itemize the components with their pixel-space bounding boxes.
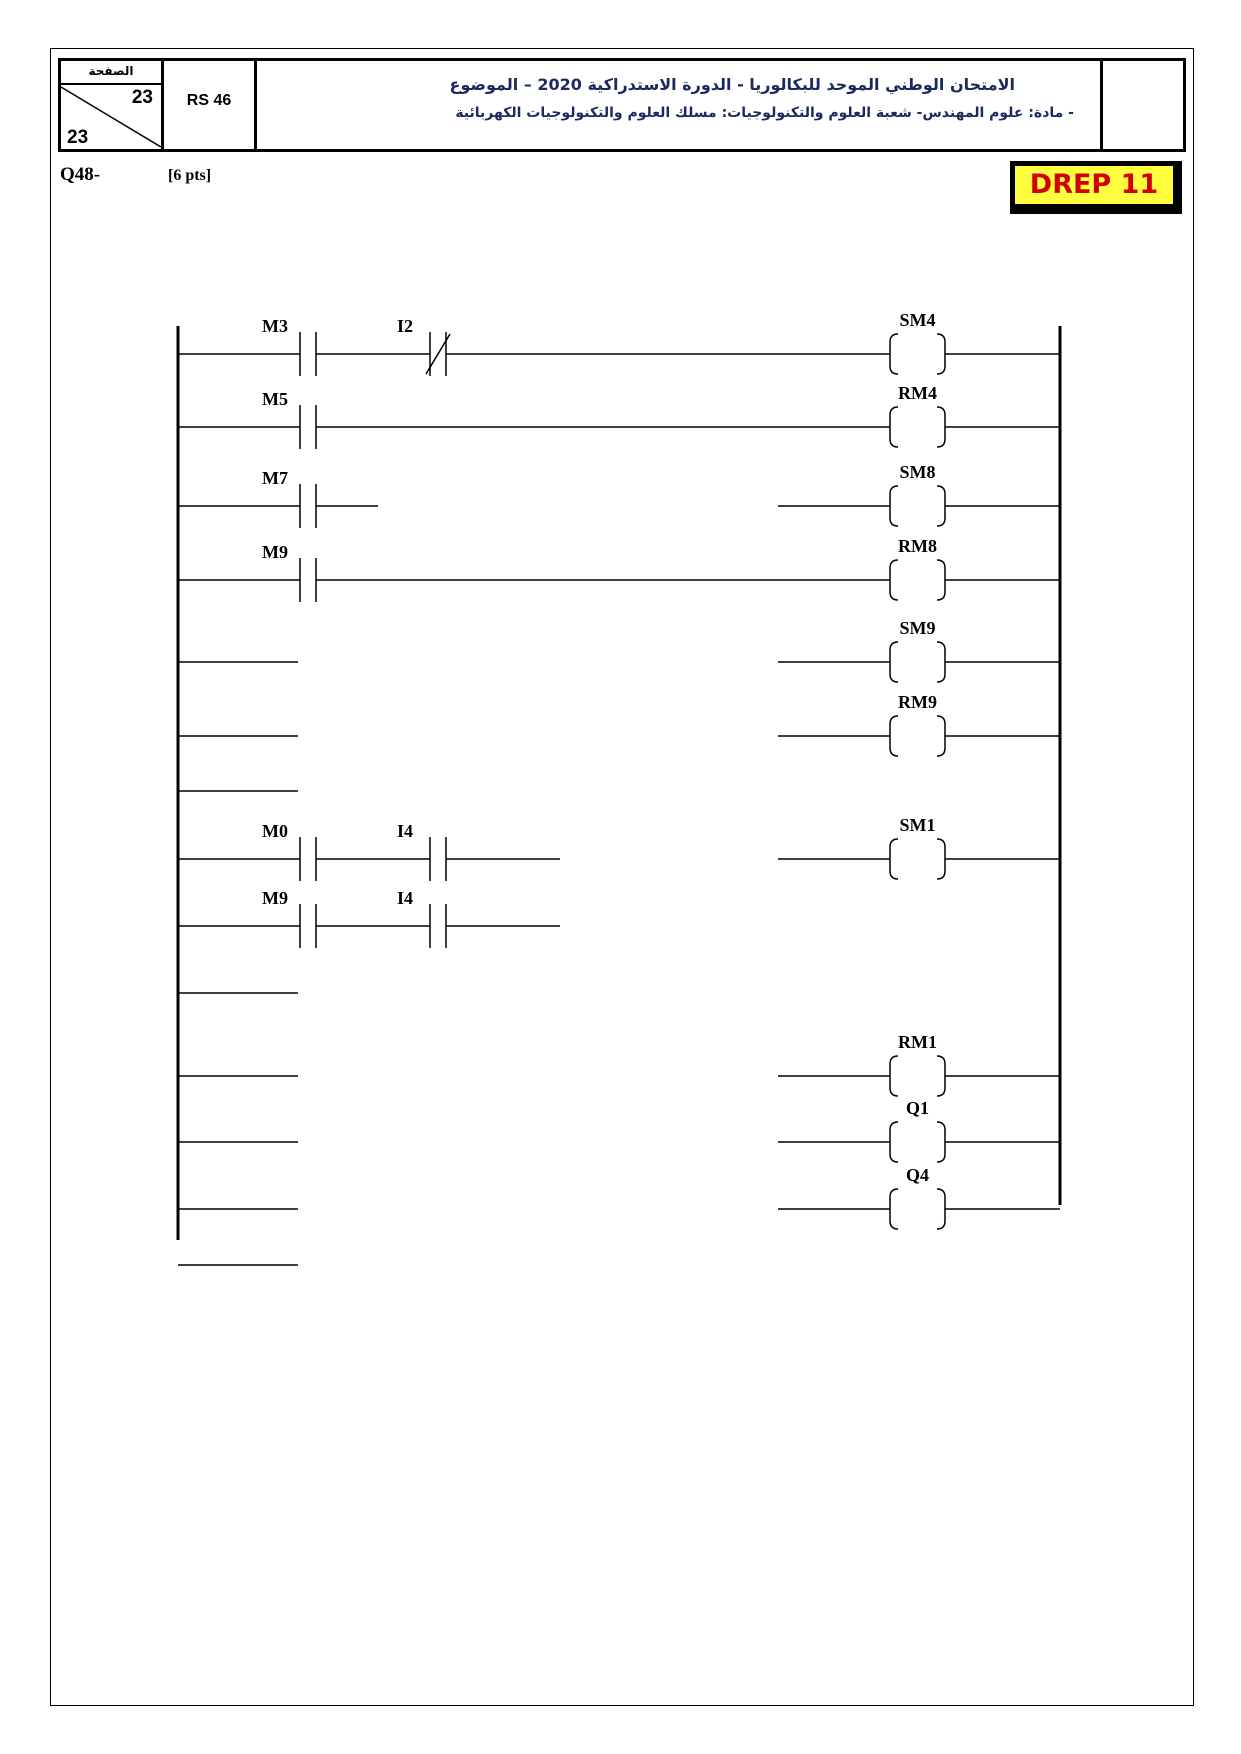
coil-left-arc — [890, 407, 898, 447]
coil-left-arc — [890, 642, 898, 682]
coil-label: Q4 — [905, 1165, 930, 1185]
coil-right-arc — [937, 642, 945, 682]
coil-left-arc — [890, 1056, 898, 1096]
coil-label: RM4 — [898, 383, 937, 403]
coil-label: RM8 — [898, 536, 937, 556]
question-points: [6 pts] — [168, 167, 212, 184]
drep-label: DREP 11 — [1014, 165, 1174, 205]
contact-label: I4 — [396, 821, 414, 841]
coil-left-arc — [890, 839, 898, 879]
coil-left-arc — [890, 1122, 898, 1162]
exam-title: الامتحان الوطني الموحد للبكالوريا - الدورة الاستدراكية 2020 – الموضوع — [449, 75, 1015, 94]
coil-right-arc — [937, 1056, 945, 1096]
question-number: Q48- — [60, 164, 101, 185]
coil-left-arc — [890, 334, 898, 374]
coil-right-arc — [937, 839, 945, 879]
coil-label: RM1 — [898, 1032, 937, 1052]
contact-label: I2 — [396, 316, 414, 336]
coil-label: SM4 — [899, 310, 936, 330]
coil-label: RM9 — [898, 692, 937, 712]
contact-label: M9 — [262, 542, 288, 562]
coil-right-arc — [937, 1122, 945, 1162]
contact-label: M5 — [262, 389, 288, 409]
coil-right-arc — [937, 560, 945, 600]
contact-label: M3 — [262, 316, 288, 336]
contact-label: I4 — [396, 888, 414, 908]
contact-label: M7 — [262, 468, 288, 488]
coil-right-arc — [937, 407, 945, 447]
exam-subtitle: - مادة: علوم المهندس- شعبة العلوم والتكنولوجيات: مسلك العلوم والتكنولوجيات الكهربائية — [455, 105, 1074, 121]
coil-left-arc — [890, 716, 898, 756]
page-number: 23 — [131, 87, 153, 108]
coil-left-arc — [890, 560, 898, 600]
coil-label: SM8 — [899, 462, 936, 482]
exam-code: RS 46 — [186, 92, 232, 109]
coil-right-arc — [937, 716, 945, 756]
contact-label: M9 — [262, 888, 288, 908]
coil-label: SM1 — [899, 815, 936, 835]
coil-right-arc — [937, 486, 945, 526]
coil-right-arc — [937, 334, 945, 374]
page-label: الصفحة — [88, 64, 134, 78]
coil-left-arc — [890, 1189, 898, 1229]
coil-label: SM9 — [899, 618, 936, 638]
page-total: 23 — [67, 127, 89, 148]
coil-right-arc — [937, 1189, 945, 1229]
contact-label: M0 — [262, 821, 288, 841]
coil-label: Q1 — [905, 1098, 930, 1118]
coil-left-arc — [890, 486, 898, 526]
